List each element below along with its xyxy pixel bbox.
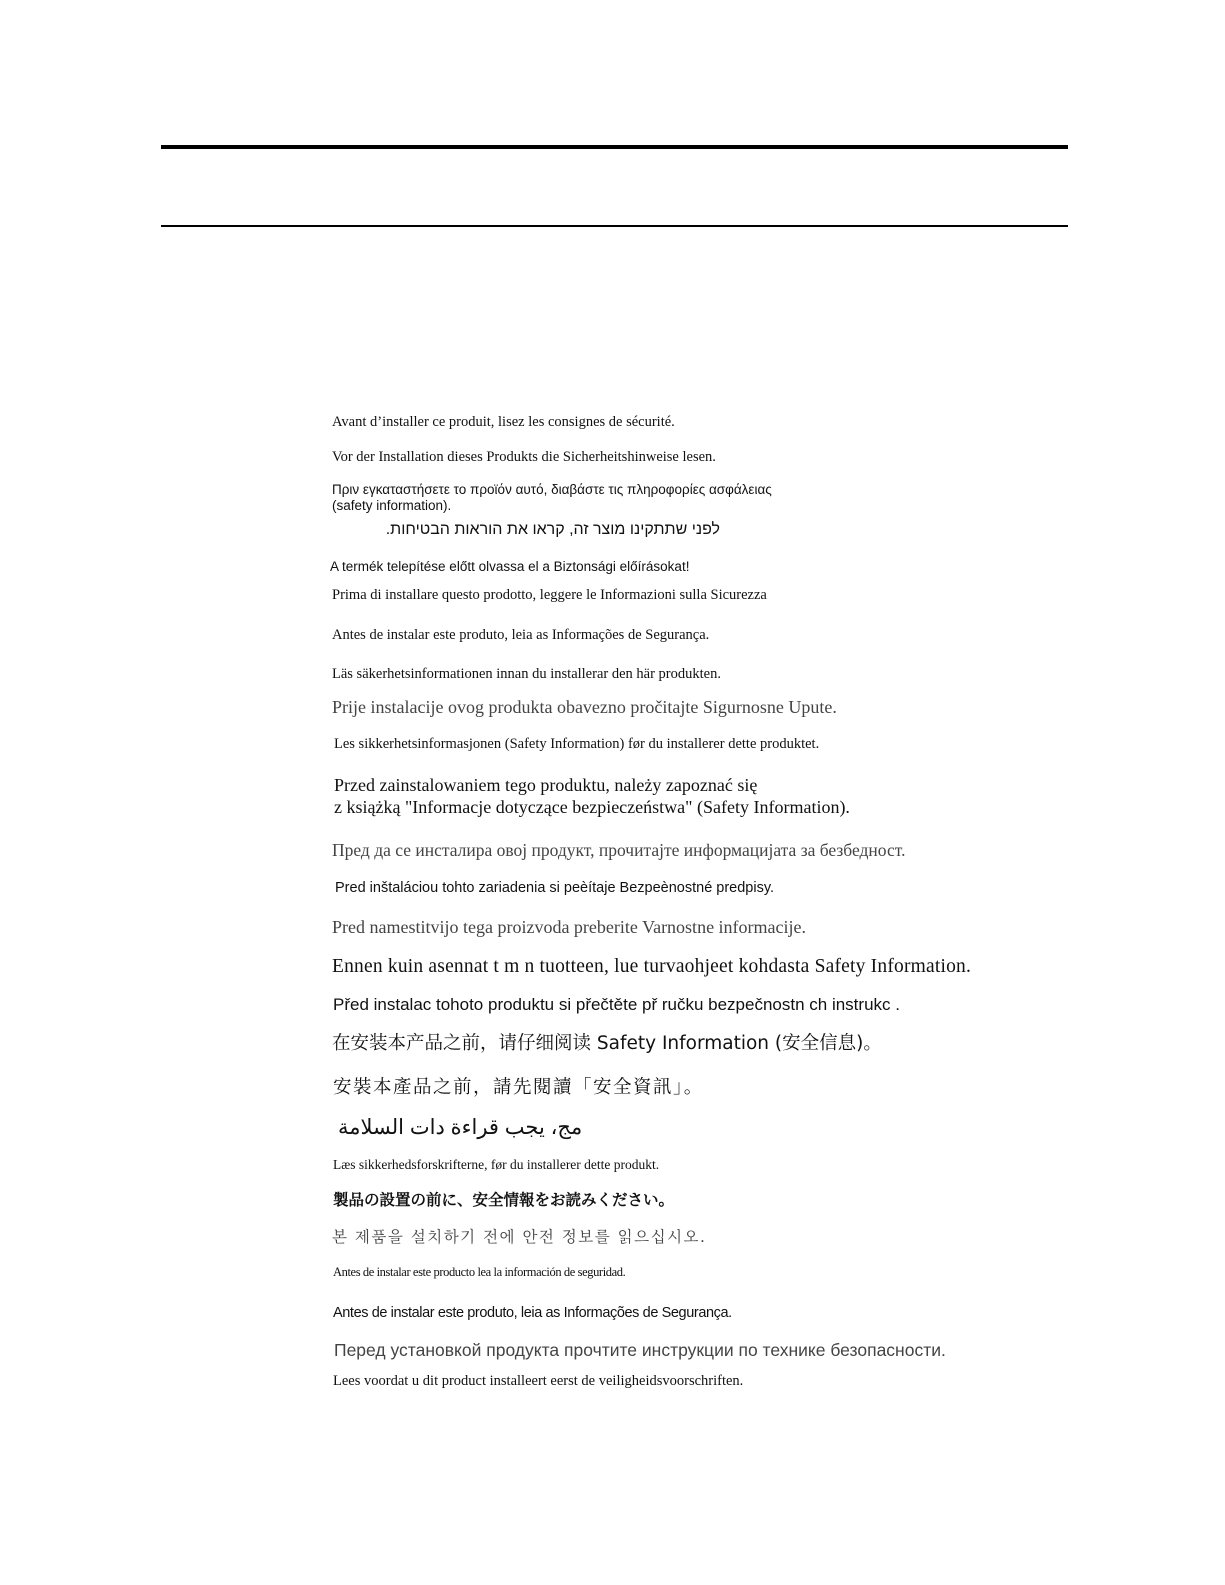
notice-dutch: Lees voordat u dit product installeert eerst de veiligheidsvoorschriften. — [333, 1373, 744, 1389]
notice-norwegian: Les sikkerhetsinformasjonen (Safety Information) før du installerer dette produktet. — [334, 736, 820, 752]
notice-spanish: Antes de instalar este producto lea la información de seguridad. — [333, 1265, 626, 1279]
notice-greek: Πριν εγκαταστήσετε το προϊόν αυτό, διαβάστε τις πληροφορίες ασφάλειας (safety information). — [332, 482, 772, 513]
notice-finnish: Ennen kuin asennat t m n tuotteen, lue turvaohjeet kohdasta Safety Information. — [332, 956, 972, 977]
notice-korean: 본 제품을 설치하기 전에 안전 정보를 읽으십시오. — [332, 1228, 707, 1246]
notice-croatian: Prije instalacije ovog produkta obavezno pročitajte Sigurnosne Upute. — [332, 697, 837, 717]
notice-chinese-simplified: 在安装本产品之前，请仔细阅读 Safety Information (安全信息)。 — [332, 1033, 882, 1054]
notice-chinese-traditional: 安裝本產品之前，請先閱讀「安全資訊」。 — [333, 1077, 704, 1098]
notice-slovenian: Pred namestitvijo tega proizvoda preberite Varnostne informacije. — [332, 917, 807, 937]
notice-hebrew: לפני שתתקינו מוצר זה, קראו את הוראות הבטיחות. — [385, 521, 720, 538]
notice-swedish: Läs säkerhetsinformationen innan du installerar den här produkten. — [332, 666, 721, 682]
notice-italian: Prima di installare questo prodotto, leggere le Informazioni sulla Sicurezza — [332, 587, 767, 603]
notice-hungarian: A termék telepítése előtt olvassa el a Biztonsági előírásokat! — [330, 559, 690, 574]
notice-czech: Před instalac tohoto produktu si přečtěte př ručku bezpečnostn ch instrukc . — [333, 995, 900, 1014]
notice-russian: Перед установкой продукта прочтите инструкции по технике безопасности. — [334, 1340, 946, 1360]
notice-arabic: مج، يجب قراءة دات السلامة — [338, 1116, 583, 1139]
notice-french: Avant d’installer ce produit, lisez les consignes de sécurité. — [332, 414, 675, 430]
notice-polish: Przed zainstalowaniem tego produktu, należy zapoznać się z książką "Informacje dotyczące bezpieczeństwa" (Safety Information). — [334, 775, 850, 817]
notice-danish: Læs sikkerhedsforskrifterne, før du installerer dette produkt. — [333, 1157, 660, 1172]
notice-german: Vor der Installation dieses Produkts die Sicherheitshinweise lesen. — [332, 449, 716, 465]
notice-portuguese: Antes de instalar este produto, leia as Informações de Segurança. — [332, 627, 710, 643]
notice-portuguese-brazil: Antes de instalar este produto, leia as Informações de Segurança. — [333, 1305, 732, 1321]
notice-slovak: Pred inštaláciou tohto zariadenia si peèítaje Bezpeènostné predpisy. — [335, 880, 775, 896]
notice-macedonian: Пред да се инсталира овој продукт, прочитајте информацијата за безбедност. — [332, 840, 906, 860]
notice-japanese: 製品の設置の前に、安全情報をお読みください。 — [333, 1191, 675, 1209]
